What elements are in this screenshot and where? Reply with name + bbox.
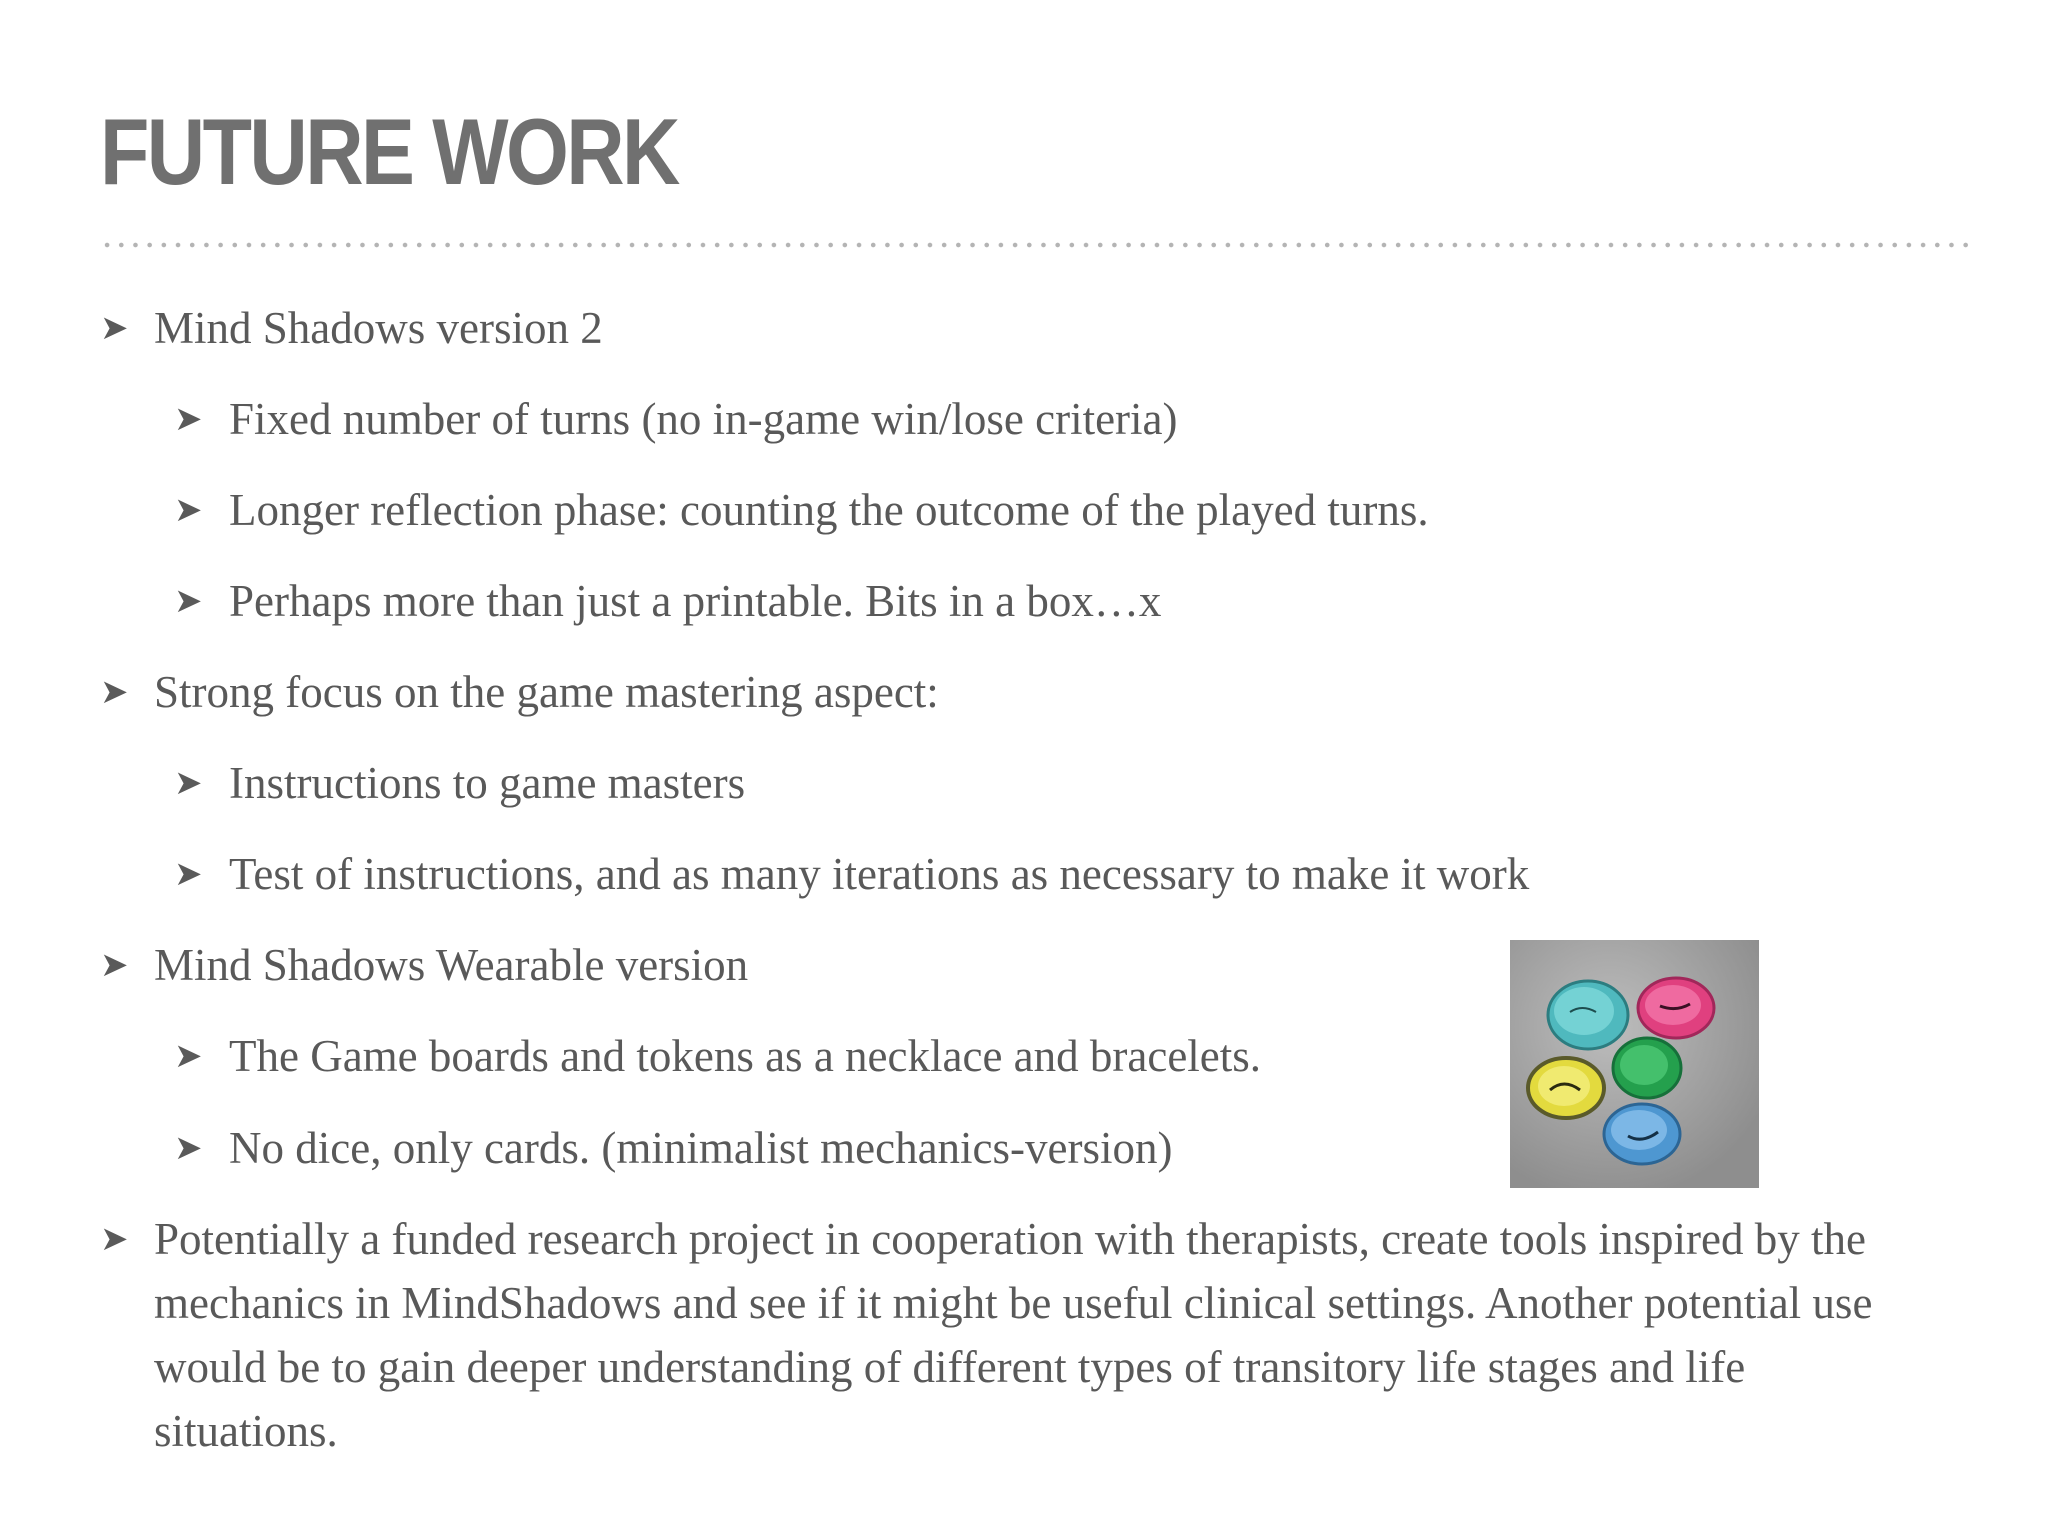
- tokens-photo-icon: [1510, 940, 1759, 1188]
- bullet-item: [174, 751, 746, 815]
- arrow-bullet-icon: ➤: [174, 1128, 203, 1168]
- arrow-bullet-icon: ➤: [174, 399, 203, 439]
- bullet-item: [174, 1024, 1262, 1088]
- bullet-item: [100, 296, 603, 360]
- bullet-item: [174, 569, 1162, 633]
- arrow-bullet-icon: ➤: [100, 308, 129, 348]
- bullet-item: [174, 387, 1178, 451]
- arrow-bullet-icon: ➤: [174, 490, 203, 530]
- wearable-tokens-photo: [1510, 940, 1759, 1188]
- arrow-bullet-icon: ➤: [100, 672, 129, 712]
- bullet-item: [100, 660, 939, 724]
- bullet-text: Longer reflection phase: counting the outcome of the played turns.: [229, 485, 1429, 535]
- arrow-bullet-icon: ➤: [100, 945, 129, 985]
- arrow-bullet-icon: ➤: [100, 1219, 129, 1259]
- bullet-text: No dice, only cards. (minimalist mechanics-version): [229, 1123, 1173, 1173]
- bullet-item: [174, 842, 1530, 906]
- arrow-bullet-icon: ➤: [174, 581, 203, 621]
- bullet-text: Mind Shadows version 2: [154, 303, 603, 353]
- bullet-text: Strong focus on the game mastering aspect:: [154, 667, 939, 717]
- bullet-text: The Game boards and tokens as a necklace and bracelets.: [229, 1031, 1262, 1081]
- bullet-text: Fixed number of turns (no in-game win/lose criteria): [229, 394, 1178, 444]
- bullet-text: Mind Shadows Wearable version: [154, 940, 749, 990]
- bullet-item: [100, 1207, 1914, 1463]
- bullet-item: [100, 933, 749, 997]
- bullet-text: Instructions to game masters: [229, 758, 746, 808]
- bullet-text: Potentially a funded research project in cooperation with therapists, create tools inspired by the mechanics in MindShadows and see if it might be useful clinical settings. Another potential use would be to gain deeper understanding of different types of transitory life stages and life situations.: [154, 1214, 1873, 1456]
- arrow-bullet-icon: ➤: [174, 763, 203, 803]
- slide-title: FUTURE WORK: [100, 99, 678, 204]
- dotted-divider: [100, 242, 1976, 248]
- arrow-bullet-icon: ➤: [174, 1036, 203, 1076]
- bullet-item: [174, 478, 1429, 542]
- arrow-bullet-icon: ➤: [174, 854, 203, 894]
- bullet-item: [174, 1116, 1173, 1180]
- bullet-text: Test of instructions, and as many iterations as necessary to make it work: [229, 849, 1530, 899]
- bullet-text: Perhaps more than just a printable. Bits in a box…x: [229, 576, 1162, 626]
